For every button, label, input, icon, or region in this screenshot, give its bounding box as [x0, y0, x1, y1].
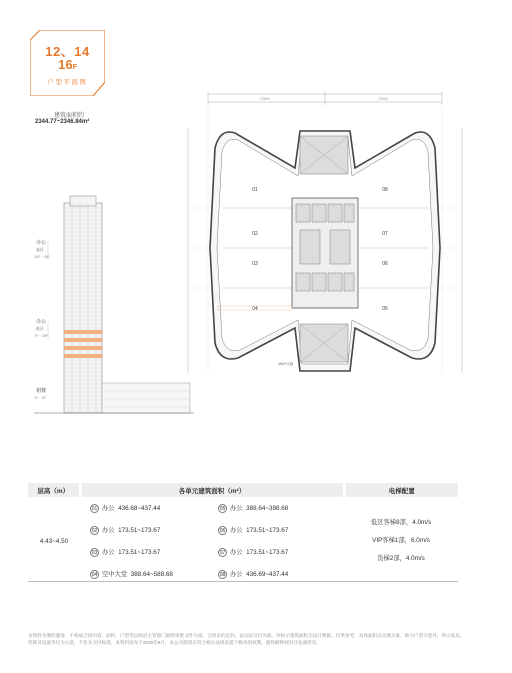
elev-label-mid: 办公 [36, 319, 47, 325]
dim-top-right: 12600 [378, 97, 388, 101]
header-elevator: 电梯配置 [344, 483, 458, 497]
floor-height-value: 4.43~4.50 [39, 537, 69, 545]
table-row: 02 办公 173.51~173.67 [91, 527, 161, 535]
unit-03: 03 [252, 261, 258, 267]
badge-units: 12、14 [45, 44, 90, 59]
table-row: 05 办公 388.64~398.68 [219, 505, 289, 513]
dim-top-left: 12600 [260, 97, 270, 101]
unit-01: 01 [252, 187, 258, 193]
elev-label-bottom-range: 1F ~ 6F [34, 396, 46, 400]
elev-label-mid-range: 7F ~ 29F [34, 334, 48, 338]
spec-table [28, 483, 458, 585]
disclaimer-text: 本资料为要约邀请，不构成合同内容。面积、户型等以政府主管部门最终审批文件为准，合同未约定的，以实际交付为准。所标示建筑面积为设计数据，仅供参考，具体面积以实测为准。除为户型示意外，所示家具、装饰及设备等仅为示意，不作为交付标准。本资料发布于2025年9月，本公司保留在符合相关法规前提下修改的权利，最终解释权归开发商所有。 [28, 633, 465, 645]
header-floor-height: 层高（m） [28, 483, 80, 497]
unit-08: 08 [382, 187, 388, 193]
elevator-freight: 货梯2部，4.0m/s [377, 555, 425, 562]
table-row: 06 办公 173.51~173.67 [219, 527, 289, 535]
elev-label-top-range: 18F ~ 44F [34, 255, 50, 259]
unit-05: 05 [382, 306, 388, 312]
table-row: 07 办公 173.51~173.67 [219, 549, 289, 557]
floor-plan [180, 88, 470, 378]
unit-badge [30, 30, 105, 96]
unit-04: 04 [252, 306, 258, 312]
elev-label-top: 办公 [36, 240, 47, 246]
elev-label-mid-sub: 低区 [36, 326, 44, 331]
elevator-list [344, 497, 458, 585]
table-row: 08 办公 436.69~437.44 [219, 571, 289, 579]
table-bottom-rule [28, 581, 458, 582]
corridor-note: 46m²走廊 [278, 362, 294, 366]
area-label: 建筑面积约 [54, 113, 85, 119]
table-row: 04 空中大堂 388.64~588.68 [91, 571, 173, 579]
table-row: 03 办公 173.51~173.67 [91, 549, 161, 557]
elev-label-bottom: 裙楼 [36, 388, 47, 394]
elev-label-top-sub: 高区 [36, 247, 44, 252]
badge-title: 户型平面图 [47, 79, 88, 86]
header-unit-area: 各单元建筑面积（m²） [80, 483, 344, 497]
unit-02: 02 [252, 231, 258, 237]
elevator-low: 低区客梯8部，4.0m/s [370, 519, 432, 526]
table-row: 01 办公 436.68~437.44 [91, 505, 161, 513]
area-value: 2344.77~2346.84m² [35, 119, 90, 125]
building-elevation [34, 188, 194, 418]
badge-floor: 16F [58, 57, 77, 72]
unit-06: 06 [382, 261, 388, 267]
elevator-vip: VIP客梯1部，6.0m/s [372, 537, 430, 544]
unit-07: 07 [382, 231, 388, 237]
